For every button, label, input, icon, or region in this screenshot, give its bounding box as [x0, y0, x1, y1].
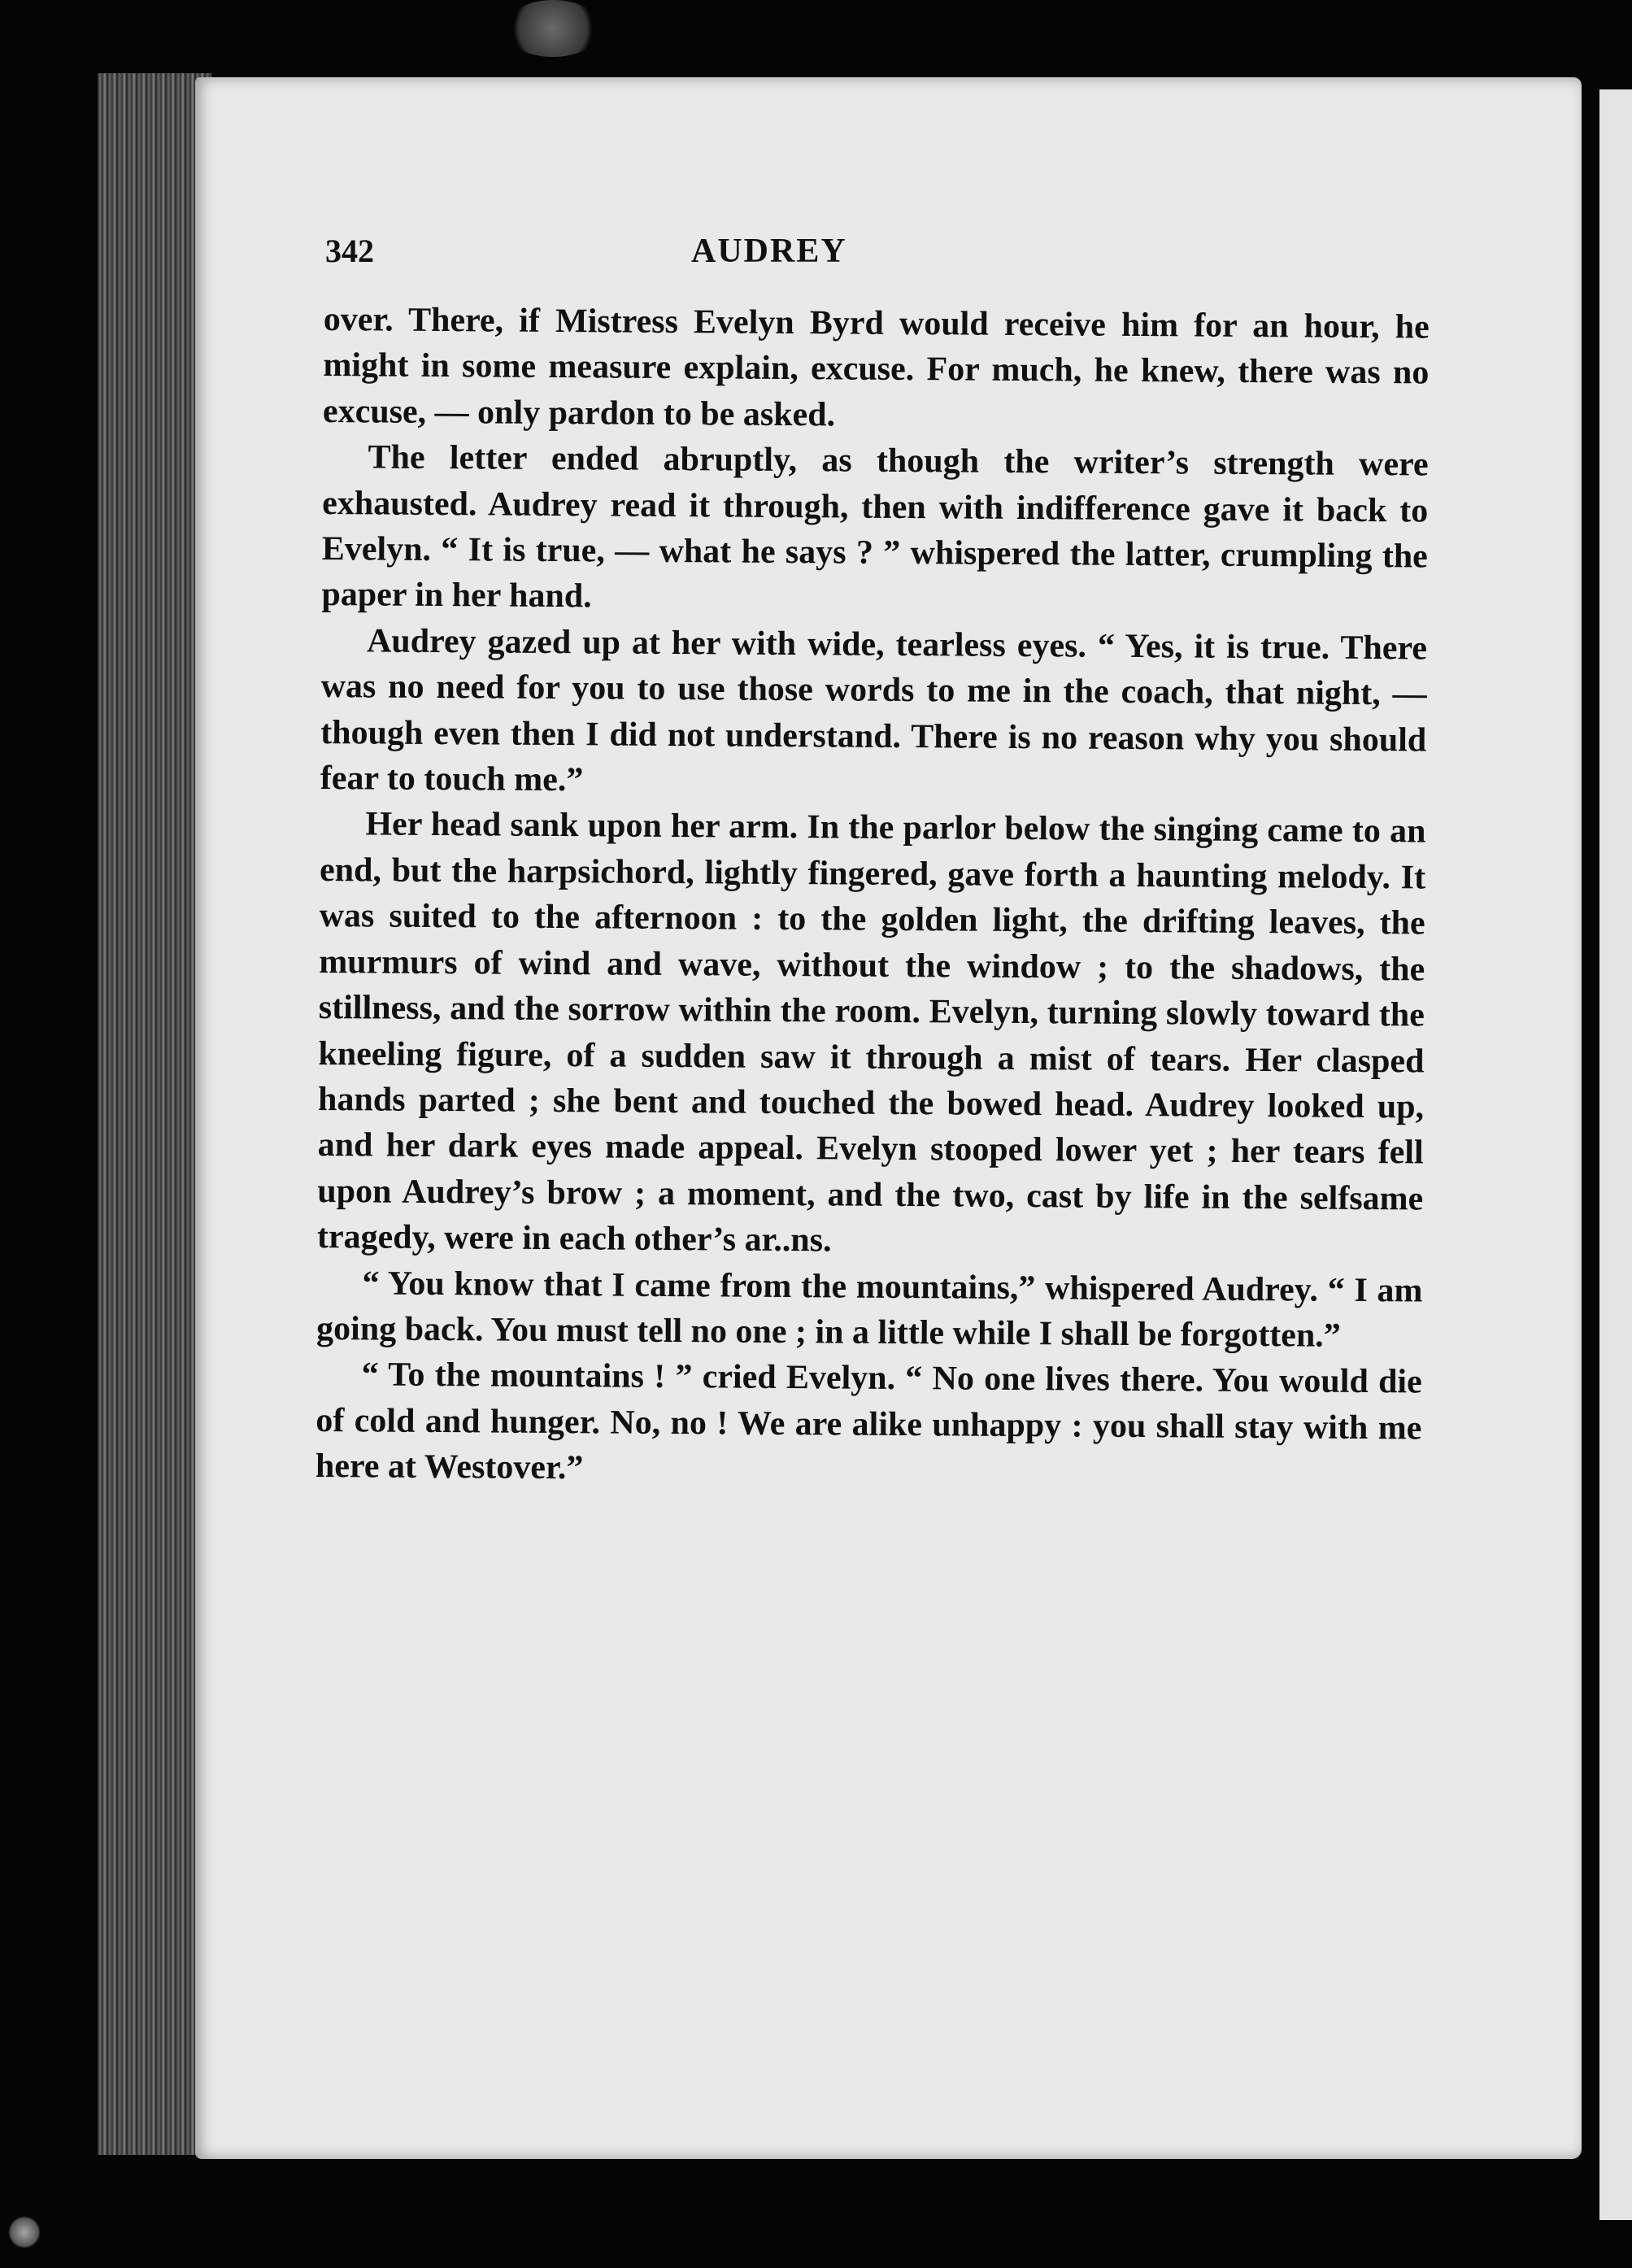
paragraph: Audrey gazed up at her with wide, tearless eyes. “ Yes, it is true. There was no need for you to use those words to me in the coach, that night, — though even then I did not understand. There is no reason why you should fear to touch me.” [320, 622, 1428, 799]
scan-smudge [8, 2216, 41, 2248]
paragraph: “ You know that I came from the mountains,” whispered Audrey. “ I am going back. You must tell no one ; in a little while I shall be forgotten.” [316, 1264, 1423, 1355]
paragraph: The letter ended abruptly, as though the writer’s strength were exhausted. Audrey read it through, then with indifference gave it back to Evelyn. “ It is true, — what he says ? ” whispered the latter, crumpling the paper in her hand. [321, 438, 1429, 616]
facing-page-edge [1599, 89, 1632, 2220]
scan-smudge [504, 0, 602, 57]
paragraph: “ To the mountains ! ” cried Evelyn. “ No one lives there. You would die of cold and hunger. No, no ! We are alike unhappy : you shall stay with me here at Westover.” [315, 1356, 1422, 1487]
page-number: 342 [325, 233, 374, 269]
body-text [316, 297, 1430, 1497]
paragraph: over. There, if Mistress Evelyn Byrd would receive him for an hour, he might in some measure explain, excuse. For much, he knew, there was no excuse, — only pardon to be asked. [322, 300, 1430, 434]
paragraph: Her head sank upon her arm. In the parlor below the singing came to an end, but the harpsichord, lightly fingered, gave forth a haunting melody. It was suited to the afternoon : to the golden light, the drifting leaves, the murmurs of wind and wave, without the window ; to the shadows, the stillness, and the sorrow within the room. Evelyn, turning slowly toward the kneeling figure, of a sudden saw it through a mist of tears. Her clasped hands parted ; she bent and touched the bowed head. Audrey looked up, and her dark eyes made appeal. Evelyn stooped lower yet ; her tears fell upon Audrey’s brow ; a moment, and the two, cast by life in the selfsame tragedy, were in each other’s ar..ns. [316, 805, 1426, 1260]
running-header [325, 232, 1423, 281]
running-title: AUDREY [691, 233, 847, 270]
page-edges [98, 73, 211, 2155]
